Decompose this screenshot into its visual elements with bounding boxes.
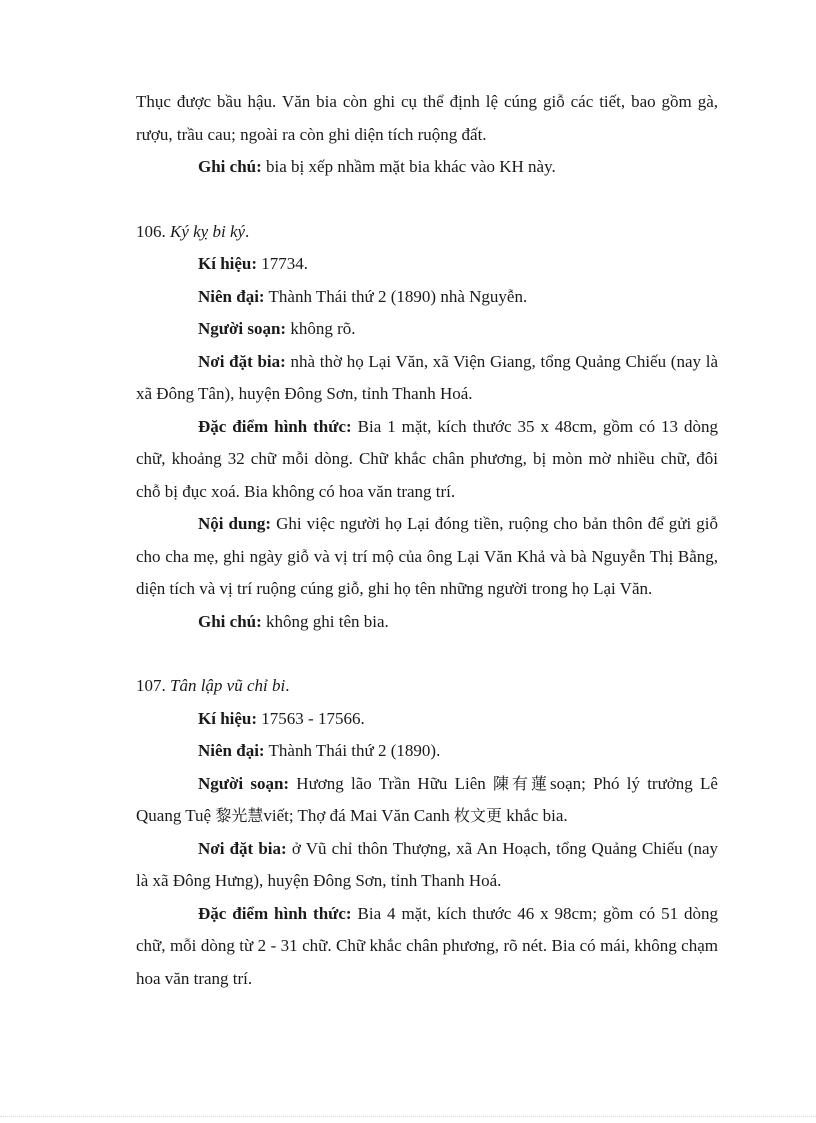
entry-number: 107. (136, 676, 170, 695)
field-label: Ghi chú: (198, 611, 262, 631)
field-label: Kí hiệu: (198, 254, 258, 273)
section-gap (136, 184, 718, 216)
field-value: viết; Thợ đá Mai Văn Canh (263, 806, 454, 825)
entry-107-location (136, 833, 718, 898)
field-value: không rõ. (286, 319, 356, 338)
entry-107-form (136, 898, 718, 996)
han-name: 陳有蓮 (493, 773, 550, 793)
title-suffix: . (285, 676, 290, 695)
field-label: Người soạn: (198, 773, 290, 793)
field-value: không ghi tên bia. (261, 611, 389, 631)
field-value: nhà thờ họ Lại Văn, xã Viện Giang, tổng Quảng Chiếu (nay là xã Đông Tân), huyện Đông Sơn, tỉnh Thanh Hoá. (136, 351, 718, 403)
intro-note (136, 151, 718, 184)
field-label: Niên đại: (198, 286, 265, 306)
field-label: Kí hiệu: (198, 708, 258, 728)
field-label: Nơi đặt bia: (198, 351, 286, 371)
field-value: Bia 4 mặt, kích thước 46 x 98cm; gồm có 51 dòng chữ, mỗi dòng từ 2 - 31 chữ. Chữ khắc chân phương, rõ nét. Bia có mái, không chạm hoa văn trang trí. (136, 903, 718, 988)
entry-106-note (136, 606, 718, 639)
field-label: Niên đại: (198, 741, 265, 760)
field-value: ở Vũ chỉ thôn Thượng, xã An Hoạch, tổng Quảng Chiếu (nay là xã Đông Hưng), huyện Đông Sơn, tỉnh Thanh Hoá. (136, 838, 719, 890)
intro-paragraph: Thục được bầu hậu. Văn bia còn ghi cụ thể định lệ cúng giỗ các tiết, bao gồm gà, rượu, trầu cau; ngoài ra còn ghi diện tích ruộng đất. (136, 92, 718, 144)
field-value: Ghi việc người họ Lại đóng tiền, ruộng cho bản thôn để gửi giỗ cho cha mẹ, ghi ngày giỗ và vị trí mộ của ông Lại Văn Khả và bà Nguyễn Thị Bằng, diện tích và vị trí ruộng cúng giỗ, ghi họ tên những người trong họ Lại Văn. (136, 514, 718, 598)
field-value: Hương lão Trần Hữu Liên (289, 773, 494, 793)
entry-106-author (136, 313, 718, 346)
entry-106-code (136, 248, 718, 281)
field-value: Bia 1 mặt, kích thước 35 x 48cm, gồm có 13 dòng chữ, khoảng 32 chữ mỗi dòng. Chữ khắc chân phương, bị mòn mờ nhiều chữ, đôi chỗ bị đục xoá. Bia không có hoa văn trang trí. (136, 416, 718, 501)
document-page (136, 86, 718, 995)
section-gap (136, 638, 718, 670)
field-label: Nội dung: (198, 514, 272, 533)
entry-107-era (136, 735, 718, 768)
entry-107-code (136, 703, 718, 736)
title-suffix: . (245, 221, 250, 241)
entry-106-form (136, 411, 718, 509)
field-value: 17734. (257, 254, 309, 273)
note-text: bia bị xếp nhầm mặt bia khác vào KH này. (261, 157, 556, 176)
entry-title: Ký kỵ bi ký (170, 221, 246, 241)
field-value: 17563 - 17566. (257, 708, 365, 728)
field-label: Nơi đặt bia: (198, 838, 287, 858)
entry-107-heading (136, 670, 718, 703)
field-label: Đặc điểm hình thức: (198, 416, 352, 436)
field-value: Thành Thái thứ 2 (1890) nhà Nguyễn. (264, 286, 528, 306)
field-label: Người soạn: (198, 319, 287, 338)
entry-107-author (136, 768, 718, 833)
entry-106-era (136, 281, 718, 314)
field-value: soạn; Phó lý trưởng Lê Quang Tuệ (136, 773, 718, 825)
field-value: khắc bia. (502, 806, 568, 825)
entry-106-location (136, 346, 718, 411)
page-bottom-rule (0, 1116, 816, 1117)
han-name: 黎光慧 (215, 806, 264, 825)
note-label: Ghi chú: (198, 157, 262, 176)
han-name: 枚文更 (454, 806, 503, 825)
field-label: Đặc điểm hình thức: (198, 903, 352, 923)
entry-title: Tân lập vũ chỉ bi (170, 676, 286, 695)
entry-number: 106. (136, 221, 170, 241)
entry-106-heading (136, 216, 718, 249)
field-value: Thành Thái thứ 2 (1890). (264, 741, 441, 760)
entry-106-content (136, 508, 718, 606)
